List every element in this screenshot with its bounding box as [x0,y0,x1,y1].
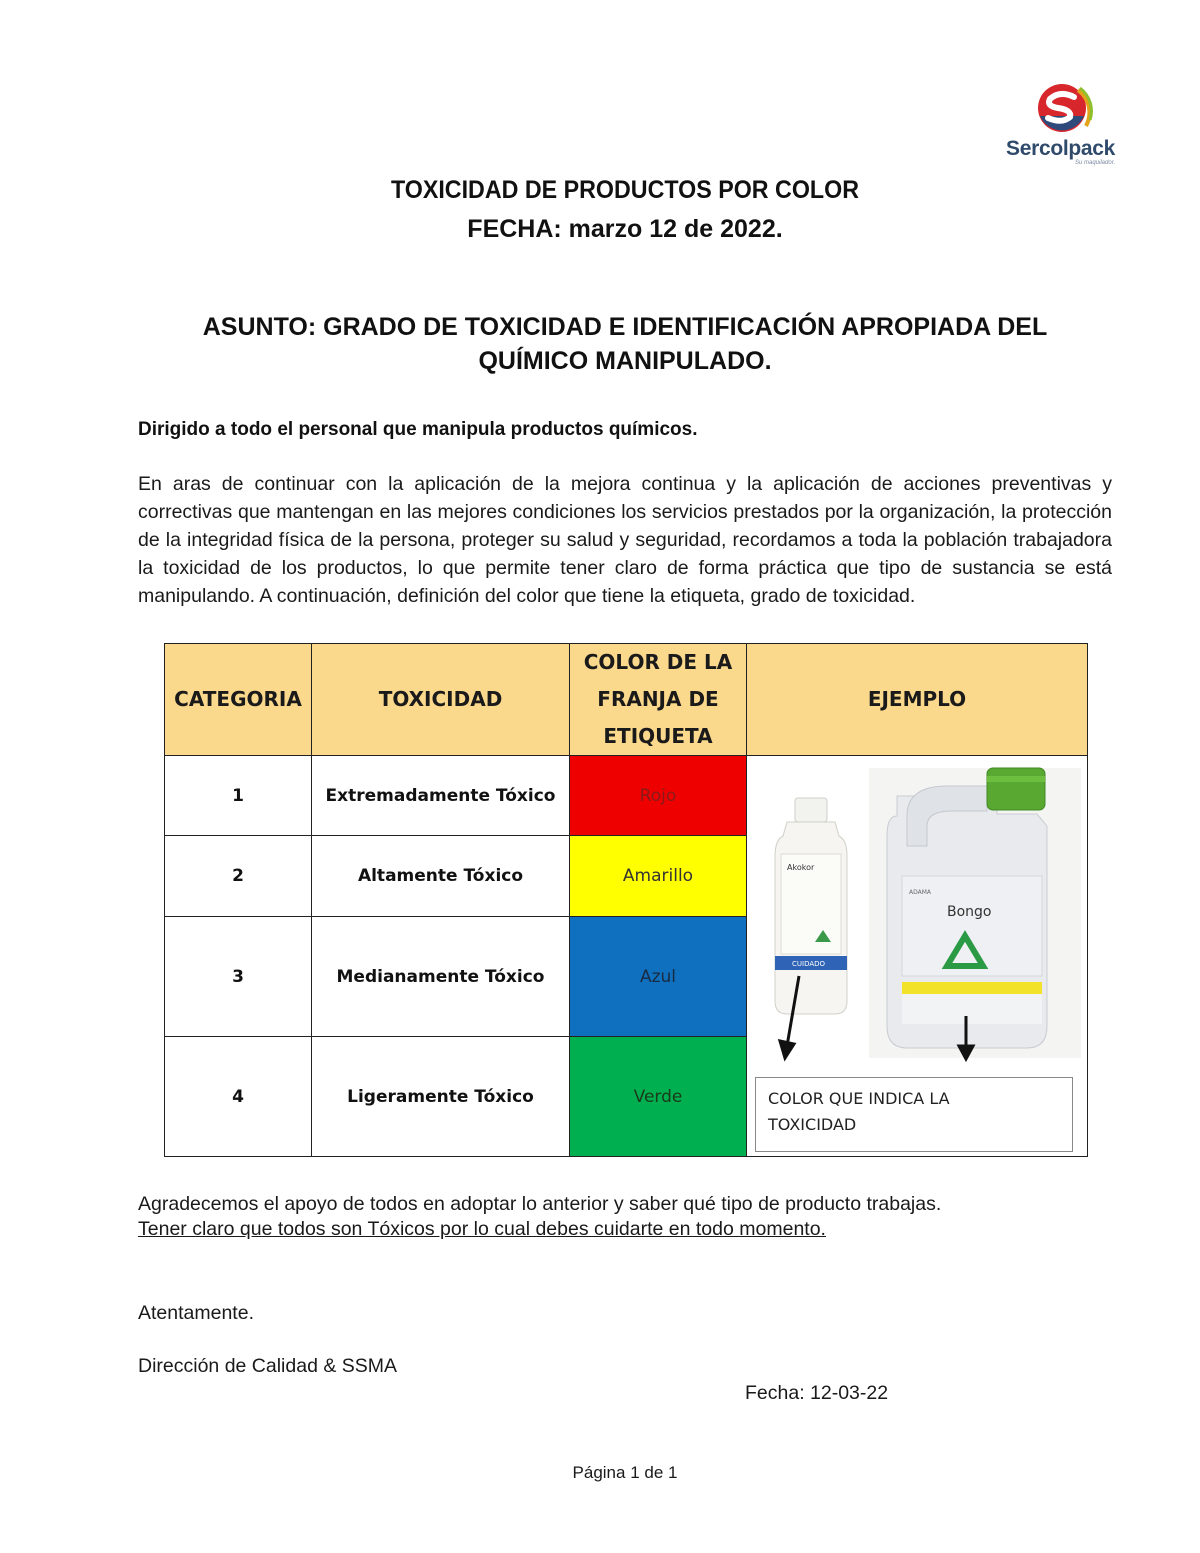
header-category: CATEGORIA [165,644,312,756]
department-text: Dirección de Calidad & SSMA [138,1355,398,1377]
category-cell: 3 [165,917,312,1037]
jug-image [869,768,1081,1058]
header-toxicity: TOXICIDAD [312,644,570,756]
subject-line: ASUNTO: GRADO DE TOXICIDAD E IDENTIFICACIÓN APROPIADA DEL QUÍMICO MANIPULADO. [202,313,1048,375]
document-date: FECHA: marzo 12 de 2022. [467,215,783,243]
toxicity-cell: Ligeramente Tóxico [312,1037,570,1157]
closing-text: Atentamente. [138,1302,254,1324]
category-cell: 4 [165,1037,312,1157]
small-bottle-image [775,798,847,1014]
category-cell: 2 [165,836,312,917]
document-title: TOXICIDAD DE PRODUCTOS POR COLOR [390,176,860,204]
color-swatch-cell: Rojo [570,756,747,836]
logo-text: Sercolpack [1006,137,1116,160]
color-swatch-cell: Amarillo [570,836,747,917]
color-swatch-cell: Azul [570,917,747,1037]
intro-paragraph: En aras de continuar con la aplicación de la mejora continua y la aplicación de acciones preventivas y correctivas que mantengan en las mejores condiciones los servicios prestados por la organización, la protección de la integridad física de la persona, proteger su salud y seguridad, recordamos a toda la población trabajadora la toxicidad de los productos, lo que permite tener claro de forma práctica que tipo de sustancia se está manipulando. A continuación, definición del color que tiene la etiqueta, grado de toxicidad. [138,473,1112,607]
example-caption: COLOR QUE INDICA LA TOXICIDAD [768,1089,950,1134]
small-bottle-brand: Akokor [787,863,815,872]
toxicity-cell: Medianamente Tóxico [312,917,570,1037]
logo-tagline: Su maquilador. [1075,160,1116,166]
header-example: EJEMPLO [747,644,1088,756]
small-bottle-band: CUIDADO [792,960,826,968]
toxicity-cell: Altamente Tóxico [312,836,570,917]
header-color: COLOR DE LA FRANJA DE ETIQUETA [570,644,747,756]
table-header-row [165,644,1088,756]
category-cell: 1 [165,756,312,836]
jug-brand: Bongo [947,904,992,920]
thanks-text: Agradecemos el apoyo de todos en adoptar lo anterior y saber qué tipo de producto trabajas. [138,1193,942,1215]
page-number: Página 1 de 1 [572,1463,678,1482]
color-swatch-cell: Verde [570,1037,747,1157]
example-caption-box [755,1077,1073,1152]
toxicity-cell: Extremadamente Tóxico [312,756,570,836]
warning-text: Tener claro que todos son Tóxicos por lo cual debes cuidarte en todo momento. [138,1218,826,1240]
jug-maker: ADAMA [909,889,932,896]
directed-to: Dirigido a todo el personal que manipula productos químicos. [138,419,698,440]
signature-date: Fecha: 12-03-22 [745,1382,889,1404]
table-row [165,756,1088,836]
